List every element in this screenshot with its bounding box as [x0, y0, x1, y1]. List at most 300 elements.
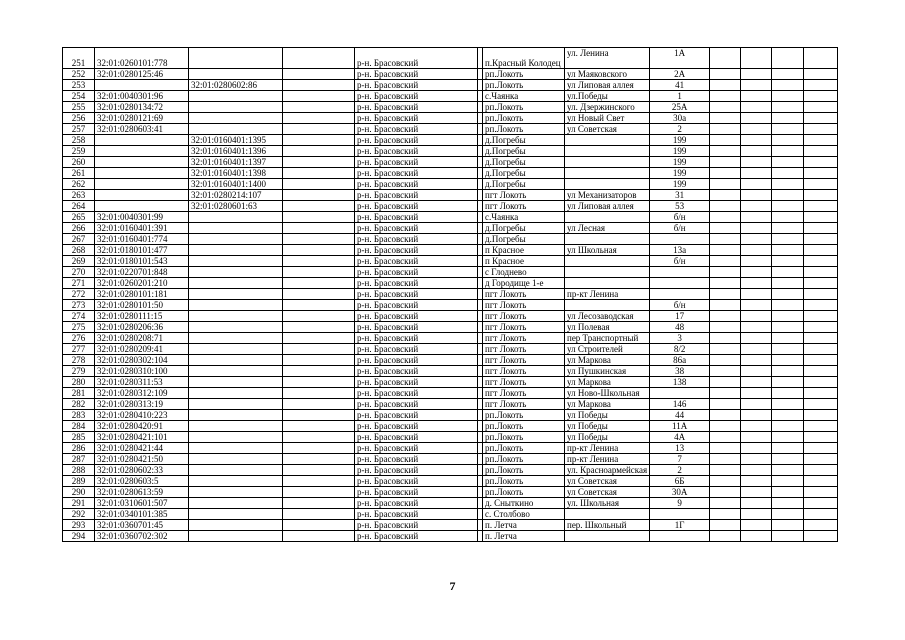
table-row	[63, 465, 838, 476]
cell-street: ул. Школьная	[565, 498, 650, 509]
cell-row-number: 262	[63, 179, 95, 190]
cell-extra-1	[710, 300, 741, 311]
cell-blank	[283, 102, 355, 113]
cell-cadastral-number-2	[189, 113, 283, 124]
cell-cadastral-number-2	[189, 421, 283, 432]
cell-cadastral-number-2	[189, 245, 283, 256]
cell-extra-1	[710, 91, 741, 102]
cell-street	[565, 531, 650, 542]
cell-blank	[283, 531, 355, 542]
cell-street: ул Липовая аллея	[565, 80, 650, 91]
cell-row-number: 276	[63, 333, 95, 344]
cell-extra-1	[710, 135, 741, 146]
cell-cadastral-number: 32:01:0280101:181	[95, 289, 189, 300]
cell-extra-2	[741, 509, 772, 520]
cell-house-number: 199	[650, 146, 710, 157]
cell-street: ул. Красноармейская	[565, 465, 650, 476]
cell-extra-1	[710, 498, 741, 509]
cell-house-number: б/н	[650, 256, 710, 267]
cell-cadastral-number-2	[189, 443, 283, 454]
cell-row-number: 282	[63, 399, 95, 410]
cell-extra-4	[804, 454, 838, 465]
cell-extra-1	[710, 520, 741, 531]
cell-cadastral-number-2	[189, 344, 283, 355]
cell-extra-4	[804, 311, 838, 322]
cell-cadastral-number-2	[189, 91, 283, 102]
cell-district: р-н. Брасовский	[355, 69, 478, 80]
cell-street: ул Советская	[565, 487, 650, 498]
cell-extra-4	[804, 113, 838, 124]
cell-cadastral-number-2	[189, 498, 283, 509]
cell-district: р-н. Брасовский	[355, 91, 478, 102]
cell-locality: рп.Локоть	[483, 102, 565, 113]
cell-blank	[283, 223, 355, 234]
cell-blank	[283, 113, 355, 124]
cell-extra-2	[741, 432, 772, 443]
table-row	[63, 223, 838, 234]
cell-extra-1	[710, 267, 741, 278]
cell-extra-2	[741, 256, 772, 267]
table-row	[63, 344, 838, 355]
cell-locality: пгт Локоть	[483, 322, 565, 333]
cell-house-number: 9	[650, 498, 710, 509]
table-row	[63, 399, 838, 410]
cell-extra-1	[710, 157, 741, 168]
cell-extra-4	[804, 377, 838, 388]
cell-extra-3	[772, 157, 804, 168]
cell-extra-3	[772, 80, 804, 91]
cell-row-number: 255	[63, 102, 95, 113]
cell-row-number: 263	[63, 190, 95, 201]
cell-cadastral-number-2	[189, 69, 283, 80]
cell-district: р-н. Брасовский	[355, 168, 478, 179]
cell-street	[565, 278, 650, 289]
cell-extra-3	[772, 124, 804, 135]
cell-extra-2	[741, 476, 772, 487]
cell-district: р-н. Брасовский	[355, 146, 478, 157]
cell-district: р-н. Брасовский	[355, 410, 478, 421]
cell-extra-4	[804, 245, 838, 256]
cell-house-number: 2	[650, 124, 710, 135]
cell-extra-4	[804, 388, 838, 399]
cell-district: р-н. Брасовский	[355, 179, 478, 190]
cell-district: р-н. Брасовский	[355, 80, 478, 91]
cell-extra-2	[741, 190, 772, 201]
cell-street	[565, 212, 650, 223]
cell-extra-3	[772, 432, 804, 443]
cell-house-number: 41	[650, 80, 710, 91]
cell-extra-4	[804, 333, 838, 344]
cell-locality: пгт Локоть	[483, 201, 565, 212]
cell-district: р-н. Брасовский	[355, 377, 478, 388]
cell-extra-1	[710, 333, 741, 344]
cell-extra-2	[741, 531, 772, 542]
cell-cadastral-number-2	[189, 388, 283, 399]
cell-street: ул Новый Свет	[565, 113, 650, 124]
cell-extra-2	[741, 355, 772, 366]
cell-extra-3	[772, 399, 804, 410]
cell-blank	[283, 366, 355, 377]
cell-blank	[283, 410, 355, 421]
cell-cadastral-number: 32:01:0280420:91	[95, 421, 189, 432]
cell-street	[565, 179, 650, 190]
cell-extra-4	[804, 476, 838, 487]
cell-extra-3	[772, 91, 804, 102]
cell-extra-1	[710, 212, 741, 223]
cell-cadastral-number: 32:01:0160401:774	[95, 234, 189, 245]
cell-locality: пгт Локоть	[483, 300, 565, 311]
table-row	[63, 421, 838, 432]
cell-cadastral-number: 32:01:0280125:46	[95, 69, 189, 80]
cell-extra-3	[772, 179, 804, 190]
cell-blank	[283, 399, 355, 410]
cell-cadastral-number: 32:01:0040301:99	[95, 212, 189, 223]
table-row	[63, 498, 838, 509]
cell-extra-2	[741, 454, 772, 465]
cell-row-number: 256	[63, 113, 95, 124]
cell-extra-2	[741, 388, 772, 399]
cell-district: р-н. Брасовский	[355, 498, 478, 509]
cell-extra-2	[741, 366, 772, 377]
cell-extra-2	[741, 311, 772, 322]
cell-row-number: 294	[63, 531, 95, 542]
cell-extra-2	[741, 410, 772, 421]
cell-extra-1	[710, 168, 741, 179]
cell-cadastral-number-2	[189, 223, 283, 234]
cell-extra-3	[772, 311, 804, 322]
cell-extra-3	[772, 190, 804, 201]
cell-extra-3	[772, 102, 804, 113]
cell-locality: пгт Локоть	[483, 311, 565, 322]
cell-cadastral-number: 32:01:0280421:50	[95, 454, 189, 465]
cell-extra-4	[804, 124, 838, 135]
cell-locality: пгт Локоть	[483, 399, 565, 410]
cell-row-number: 272	[63, 289, 95, 300]
cell-district: р-н. Брасовский	[355, 388, 478, 399]
cell-district: р-н. Брасовский	[355, 355, 478, 366]
cell-row-number: 283	[63, 410, 95, 421]
cell-locality: пгт Локоть	[483, 377, 565, 388]
cell-cadastral-number: 32:01:0360701:45	[95, 520, 189, 531]
cell-cadastral-number-2	[189, 520, 283, 531]
cell-blank	[283, 212, 355, 223]
cell-locality: рп.Локоть	[483, 476, 565, 487]
cell-street	[565, 267, 650, 278]
cell-extra-4	[804, 531, 838, 542]
cell-extra-2	[741, 223, 772, 234]
cell-cadastral-number: 32:01:0280313:19	[95, 399, 189, 410]
table-row	[63, 245, 838, 256]
cell-extra-2	[741, 146, 772, 157]
cell-house-number: б/н	[650, 300, 710, 311]
table-row	[63, 311, 838, 322]
cell-street: ул Лесная	[565, 223, 650, 234]
cell-cadastral-number: 32:01:0360702:302	[95, 531, 189, 542]
cell-street: ул Маркова	[565, 377, 650, 388]
table-row	[63, 267, 838, 278]
cell-house-number: 31	[650, 190, 710, 201]
cell-extra-1	[710, 223, 741, 234]
cell-row-number: 251	[63, 48, 95, 69]
table-row	[63, 91, 838, 102]
cell-extra-1	[710, 80, 741, 91]
cell-district: р-н. Брасовский	[355, 135, 478, 146]
cell-cadastral-number-2	[189, 267, 283, 278]
cell-extra-4	[804, 146, 838, 157]
cell-extra-1	[710, 454, 741, 465]
cell-blank	[283, 520, 355, 531]
cell-locality: рп.Локоть	[483, 124, 565, 135]
cell-extra-2	[741, 80, 772, 91]
cell-house-number: 13а	[650, 245, 710, 256]
cell-extra-3	[772, 377, 804, 388]
cell-extra-3	[772, 366, 804, 377]
cell-cadastral-number: 32:01:0280603:5	[95, 476, 189, 487]
cell-cadastral-number-2: 32:01:0280602:86	[189, 80, 283, 91]
cell-row-number: 273	[63, 300, 95, 311]
cell-extra-4	[804, 48, 838, 69]
cell-extra-1	[710, 48, 741, 69]
cell-extra-1	[710, 179, 741, 190]
cell-row-number: 291	[63, 498, 95, 509]
cell-cadastral-number: 32:01:0280209:41	[95, 344, 189, 355]
cell-locality: рп.Локоть	[483, 487, 565, 498]
cell-street: ул Победы	[565, 421, 650, 432]
cell-extra-1	[710, 399, 741, 410]
cell-street: ул Полевая	[565, 322, 650, 333]
cell-cadastral-number: 32:01:0280312:109	[95, 388, 189, 399]
cell-cadastral-number-2	[189, 333, 283, 344]
table-row	[63, 179, 838, 190]
cell-cadastral-number: 32:01:0160401:391	[95, 223, 189, 234]
cell-cadastral-number: 32:01:0260201:210	[95, 278, 189, 289]
table-row	[63, 80, 838, 91]
cell-extra-1	[710, 421, 741, 432]
cell-row-number: 268	[63, 245, 95, 256]
cell-house-number: 1Г	[650, 520, 710, 531]
cell-extra-2	[741, 465, 772, 476]
cell-blank	[283, 135, 355, 146]
cell-extra-1	[710, 509, 741, 520]
cell-blank	[283, 388, 355, 399]
cell-blank	[283, 355, 355, 366]
cell-blank	[283, 344, 355, 355]
cell-house-number: 199	[650, 168, 710, 179]
cell-extra-1	[710, 311, 741, 322]
cell-district: р-н. Брасовский	[355, 366, 478, 377]
cell-extra-1	[710, 69, 741, 80]
cell-row-number: 271	[63, 278, 95, 289]
cell-blank	[283, 454, 355, 465]
cell-district: р-н. Брасовский	[355, 520, 478, 531]
cell-extra-3	[772, 300, 804, 311]
cell-locality: д.Погребы	[483, 234, 565, 245]
table-row	[63, 432, 838, 443]
table-row	[63, 443, 838, 454]
cell-cadastral-number: 32:01:0280410:223	[95, 410, 189, 421]
cell-cadastral-number: 32:01:0220701:848	[95, 267, 189, 278]
cell-cadastral-number-2	[189, 256, 283, 267]
cell-extra-3	[772, 487, 804, 498]
cell-cadastral-number: 32:01:0280101:50	[95, 300, 189, 311]
cell-cadastral-number-2: 32:01:0160401:1400	[189, 179, 283, 190]
cell-row-number: 264	[63, 201, 95, 212]
cell-extra-2	[741, 201, 772, 212]
cell-extra-1	[710, 234, 741, 245]
cell-locality: рп.Локоть	[483, 69, 565, 80]
cell-extra-1	[710, 487, 741, 498]
cell-extra-1	[710, 465, 741, 476]
cell-street: ул Пушкинская	[565, 366, 650, 377]
cell-house-number: 1	[650, 91, 710, 102]
table-row	[63, 531, 838, 542]
cell-cadastral-number: 32:01:0280602:33	[95, 465, 189, 476]
cell-blank	[283, 421, 355, 432]
cell-extra-1	[710, 355, 741, 366]
cell-cadastral-number-2: 32:01:0160401:1397	[189, 157, 283, 168]
cell-blank	[283, 432, 355, 443]
cell-row-number: 275	[63, 322, 95, 333]
cell-row-number: 269	[63, 256, 95, 267]
cell-locality: с.Чаянка	[483, 212, 565, 223]
cell-cadastral-number: 32:01:0280311:53	[95, 377, 189, 388]
cell-house-number	[650, 531, 710, 542]
cell-house-number: 38	[650, 366, 710, 377]
cell-extra-2	[741, 48, 772, 69]
cell-row-number: 270	[63, 267, 95, 278]
cell-extra-4	[804, 179, 838, 190]
cell-extra-2	[741, 113, 772, 124]
cell-locality: д.Погребы	[483, 135, 565, 146]
cell-extra-4	[804, 322, 838, 333]
cell-house-number: 25А	[650, 102, 710, 113]
cell-extra-1	[710, 256, 741, 267]
cell-extra-4	[804, 234, 838, 245]
cell-district: р-н. Брасовский	[355, 432, 478, 443]
cell-cadastral-number-2	[189, 366, 283, 377]
cell-house-number: 2А	[650, 69, 710, 80]
cell-extra-3	[772, 48, 804, 69]
cell-locality: пгт Локоть	[483, 344, 565, 355]
cell-extra-2	[741, 443, 772, 454]
cell-extra-2	[741, 91, 772, 102]
cell-locality: д Городище 1-е	[483, 278, 565, 289]
cell-cadastral-number-2: 32:01:0160401:1398	[189, 168, 283, 179]
cell-extra-2	[741, 487, 772, 498]
cell-extra-3	[772, 212, 804, 223]
cell-locality: п.Красный Колодец	[483, 48, 565, 69]
cell-cadastral-number-2	[189, 355, 283, 366]
cell-blank	[283, 146, 355, 157]
cell-cadastral-number	[95, 146, 189, 157]
cell-cadastral-number: 32:01:0280603:41	[95, 124, 189, 135]
cell-extra-4	[804, 289, 838, 300]
cell-house-number	[650, 234, 710, 245]
table-row	[63, 168, 838, 179]
table-row	[63, 234, 838, 245]
table-row	[63, 520, 838, 531]
cell-locality: рп.Локоть	[483, 454, 565, 465]
cell-extra-3	[772, 201, 804, 212]
cell-blank	[283, 289, 355, 300]
cell-locality: рп.Локоть	[483, 80, 565, 91]
cell-street	[565, 256, 650, 267]
cell-street: ул.Победы	[565, 91, 650, 102]
cell-district: р-н. Брасовский	[355, 333, 478, 344]
cell-extra-1	[710, 289, 741, 300]
cell-extra-1	[710, 102, 741, 113]
cell-house-number	[650, 278, 710, 289]
cell-blank	[283, 278, 355, 289]
cell-house-number: 11А	[650, 421, 710, 432]
cell-extra-2	[741, 102, 772, 113]
cell-house-number: 6Б	[650, 476, 710, 487]
cell-blank	[283, 80, 355, 91]
cell-extra-4	[804, 190, 838, 201]
cell-extra-3	[772, 267, 804, 278]
cell-district: р-н. Брасовский	[355, 399, 478, 410]
cell-blank	[283, 179, 355, 190]
cell-district: р-н. Брасовский	[355, 311, 478, 322]
cell-district: р-н. Брасовский	[355, 443, 478, 454]
cell-blank	[283, 476, 355, 487]
cell-extra-3	[772, 520, 804, 531]
cell-cadastral-number: 32:01:0040301:96	[95, 91, 189, 102]
cell-cadastral-number	[95, 80, 189, 91]
cell-cadastral-number: 32:01:0280206:36	[95, 322, 189, 333]
cell-cadastral-number-2	[189, 509, 283, 520]
cell-blank	[283, 157, 355, 168]
cell-house-number: 7	[650, 454, 710, 465]
cell-district: р-н. Брасовский	[355, 267, 478, 278]
cell-extra-3	[772, 476, 804, 487]
cell-street: пр-кт Ленина	[565, 289, 650, 300]
cell-district: р-н. Брасовский	[355, 48, 478, 69]
table-row	[63, 278, 838, 289]
cell-cadastral-number: 32:01:0260101:778	[95, 48, 189, 69]
cell-extra-1	[710, 201, 741, 212]
table-row	[63, 113, 838, 124]
cell-row-number: 253	[63, 80, 95, 91]
cell-cadastral-number	[95, 135, 189, 146]
cell-locality: д.Погребы	[483, 179, 565, 190]
cell-street: ул Строителей	[565, 344, 650, 355]
cell-extra-2	[741, 267, 772, 278]
cell-district: р-н. Брасовский	[355, 454, 478, 465]
cell-extra-2	[741, 168, 772, 179]
cell-street: ул Маркова	[565, 355, 650, 366]
cell-extra-2	[741, 157, 772, 168]
cell-locality: с Глоднево	[483, 267, 565, 278]
cell-extra-4	[804, 201, 838, 212]
cell-extra-4	[804, 410, 838, 421]
cell-extra-4	[804, 80, 838, 91]
cell-cadastral-number: 32:01:0180101:477	[95, 245, 189, 256]
cell-row-number: 252	[63, 69, 95, 80]
cell-cadastral-number: 32:01:0340101:385	[95, 509, 189, 520]
cell-row-number: 259	[63, 146, 95, 157]
cell-locality: пгт Локоть	[483, 289, 565, 300]
table-row	[63, 388, 838, 399]
cell-locality: п Красное	[483, 256, 565, 267]
cell-row-number: 285	[63, 432, 95, 443]
cell-locality: с. Столбово	[483, 509, 565, 520]
cell-street: ул Ново-Школьная	[565, 388, 650, 399]
cell-blank	[283, 201, 355, 212]
table-row	[63, 487, 838, 498]
cell-blank	[283, 234, 355, 245]
table-row	[63, 355, 838, 366]
